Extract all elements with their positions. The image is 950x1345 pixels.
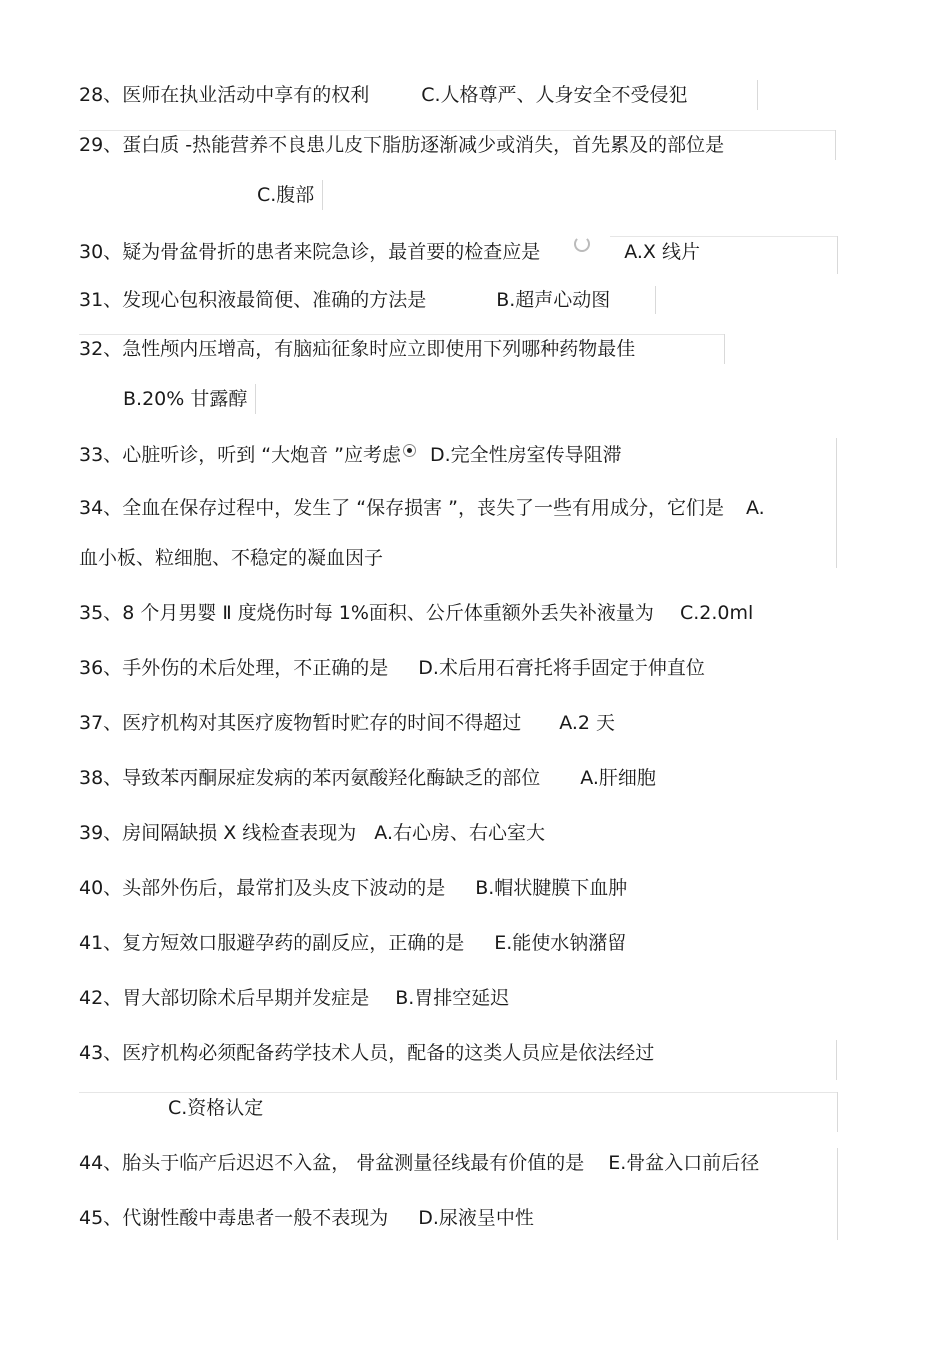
question-number: 30、 xyxy=(79,241,123,263)
question-34 xyxy=(79,493,765,523)
question-number: 42、 xyxy=(79,987,123,1009)
question-number: 34、 xyxy=(79,497,123,519)
question-text: 代谢性酸中毒患者一般不表现为 xyxy=(122,1207,389,1229)
answer-text: B.帽状腱膜下血肿 xyxy=(475,877,628,899)
answer-text: B.超声心动图 xyxy=(496,289,611,311)
question-text: 全血在保存过程中，发生了 “保存损害 ”，丧失了一些有用成分，它们是 xyxy=(122,497,724,519)
question-text: 医疗机构必须配备药学技术人员，配备的这类人员应是依法经过 xyxy=(122,1042,655,1064)
answer-text: A.右心房、右心室大 xyxy=(374,822,546,844)
question-44 xyxy=(79,1148,759,1178)
answer-text: B.20% 甘露醇 xyxy=(123,388,248,410)
answer-text: E.骨盆入口前后径 xyxy=(608,1152,760,1174)
question-30 xyxy=(79,236,700,266)
radio-selected-icon[interactable] xyxy=(403,444,416,457)
scan-rule xyxy=(255,384,256,414)
question-text: 心脏听诊，听到 “大炮音 ”应考虑 xyxy=(122,444,401,466)
scan-rule xyxy=(837,1092,838,1132)
question-number: 45、 xyxy=(79,1207,123,1229)
answer-text: C.资格认定 xyxy=(168,1097,264,1119)
answer-29 xyxy=(257,180,314,210)
question-41 xyxy=(79,928,626,958)
question-number: 37、 xyxy=(79,712,123,734)
question-number: 41、 xyxy=(79,932,123,954)
scan-rule xyxy=(836,438,837,568)
question-45 xyxy=(79,1203,534,1233)
question-number: 38、 xyxy=(79,767,123,789)
scan-rule xyxy=(837,1148,838,1240)
answer-text: D.术后用石膏托将手固定于伸直位 xyxy=(418,657,705,679)
question-number: 32、 xyxy=(79,338,123,360)
scan-rule xyxy=(757,80,758,110)
answer-text: B.胃排空延迟 xyxy=(395,987,510,1009)
answer-text: A.2 天 xyxy=(559,712,616,734)
scan-rule xyxy=(835,130,836,160)
scan-rule xyxy=(837,236,838,274)
answer-text: 血小板、粒细胞、不稳定的凝血因子 xyxy=(79,547,384,569)
question-number: 31、 xyxy=(79,289,123,311)
question-40 xyxy=(79,873,627,903)
question-number: 40、 xyxy=(79,877,123,899)
question-text: 急性颅内压增高，有脑疝征象时应立即使用下列哪种药物最佳 xyxy=(122,338,636,360)
question-text: 房间隔缺损 X 线检查表现为 xyxy=(122,822,357,844)
question-number: 39、 xyxy=(79,822,123,844)
question-37 xyxy=(79,708,615,738)
question-number: 36、 xyxy=(79,657,123,679)
question-35 xyxy=(79,598,753,628)
answer-text: A.X 线片 xyxy=(624,241,700,263)
answer-text: D.完全性房室传导阻滞 xyxy=(429,444,622,466)
answer-text: C.2.0ml xyxy=(679,602,754,624)
answer-text: C.人格尊严、人身安全不受侵犯 xyxy=(421,84,688,106)
question-text: 导致苯丙酮尿症发病的苯丙氨酸羟化酶缺乏的部位 xyxy=(122,767,541,789)
question-42 xyxy=(79,983,509,1013)
question-29 xyxy=(79,130,724,160)
answer-text: E.能使水钠潴留 xyxy=(494,932,627,954)
question-number: 44、 xyxy=(79,1152,123,1174)
question-number: 35、 xyxy=(79,602,123,624)
question-33 xyxy=(79,440,622,470)
answer-text: A.肝细胞 xyxy=(580,767,656,789)
answer-32 xyxy=(123,384,247,414)
question-number: 28、 xyxy=(79,84,123,106)
question-36 xyxy=(79,653,705,683)
question-32 xyxy=(79,334,635,364)
question-number: 29、 xyxy=(79,134,123,156)
loading-spinner-icon xyxy=(574,236,590,252)
question-text: 发现心包积液最简便、准确的方法是 xyxy=(122,289,427,311)
answer-text: C.腹部 xyxy=(257,184,315,206)
question-text: 医疗机构对其医疗废物暂时贮存的时间不得超过 xyxy=(122,712,522,734)
question-number: 33、 xyxy=(79,444,123,466)
question-text: 头部外伤后，最常扪及头皮下波动的是 xyxy=(122,877,446,899)
question-text: 胃大部切除术后早期并发症是 xyxy=(122,987,370,1009)
question-39 xyxy=(79,818,545,848)
question-number: 43、 xyxy=(79,1042,123,1064)
answer-43 xyxy=(168,1093,263,1123)
question-text: 胎头于临产后迟迟不入盆， 骨盆测量径线最有价值的是 xyxy=(122,1152,585,1174)
question-text: 复方短效口服避孕药的副反应，正确的是 xyxy=(122,932,465,954)
scan-rule xyxy=(836,1040,837,1080)
answer-text: D.尿液呈中性 xyxy=(418,1207,534,1229)
question-text: 疑为骨盆骨折的患者来院急诊，最首要的检查应是 xyxy=(122,241,541,263)
question-38 xyxy=(79,763,656,793)
question-text: 8 个月男婴 Ⅱ 度烧伤时每 1%面积、公斤体重额外丢失补液量为 xyxy=(122,602,654,624)
question-text: 手外伤的术后处理，不正确的是 xyxy=(122,657,389,679)
question-43 xyxy=(79,1038,654,1068)
scan-rule xyxy=(322,180,323,210)
question-28 xyxy=(79,80,688,110)
question-text: 医师在执业活动中享有的权利 xyxy=(122,84,370,106)
scan-rule xyxy=(724,334,725,364)
answer-34 xyxy=(79,543,383,573)
question-31 xyxy=(79,285,610,315)
answer-option: A. xyxy=(745,497,765,519)
question-text: 蛋白质 -热能营养不良患儿皮下脂肪逐渐减少或消失，首先累及的部位是 xyxy=(122,134,725,156)
scan-rule xyxy=(655,286,656,314)
